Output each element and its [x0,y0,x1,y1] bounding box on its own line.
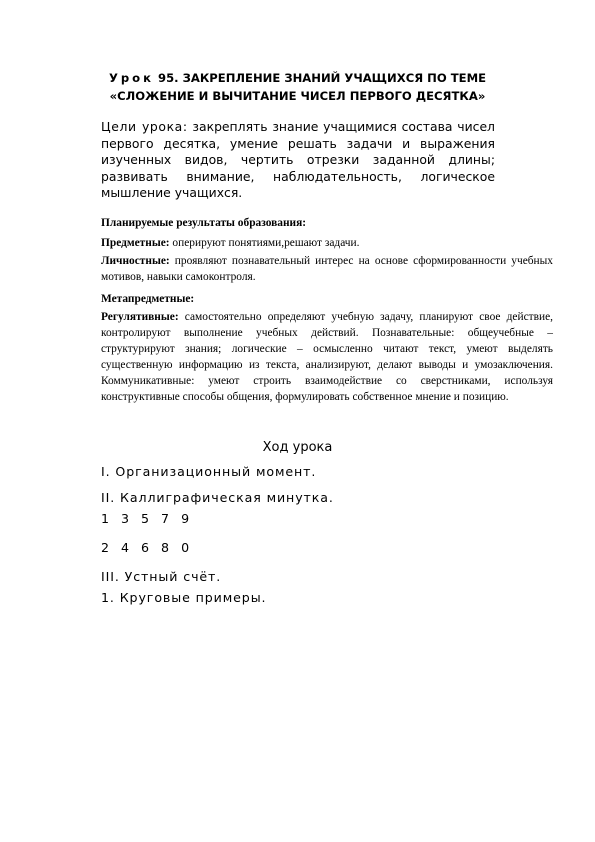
regulatory-text: самостоятельно определяют учебную задачу, планируют свое действие, контролируют выполнение учебных действий. Познавательные: общеучебные – структурируют знания; логические – осмысленно читают текст, умеют выделять существенную информацию из текста, анализируют, делают выводы и умозаключения. Коммуникативные: умеют строить взаимодействие со сверстниками, используя конструктивные способы общения, формулировать собственное мнение и позицию. [101,311,553,403]
lesson-goals [101,119,495,202]
lesson-course-heading: Ход урока [262,440,333,455]
calligraphy-numbers-even: 2 4 6 8 0 [101,540,190,555]
course-item-circular-examples: 1. Круговые примеры. [101,590,267,605]
subject-label: Предметные: [101,237,170,249]
goals-text: закреплять знание учащимися состава чисел первого десятка, умение решать задачи и выражения изученных видов, чертить отрезки заданной длины; развивать внимание, наблюдательность, логическое мышление учащихся. [101,119,495,200]
lesson-title-line-1 [60,70,535,86]
meta-results-heading: Метапредметные: [101,293,195,305]
goals-label: Цели урока: [101,119,188,134]
subject-text: оперируют понятиями,решают задачи. [169,237,360,249]
course-item-oral-count: III. Устный счёт. [101,569,222,584]
personal-text: проявляют познавательный интерес на основе сформированности учебных мотивов, навыки самоконтроля. [101,255,553,283]
lesson-word: Урок [108,71,155,85]
regulatory-label: Регулятивные: [101,311,179,323]
planned-results-heading: Планируемые результаты образования: [101,217,307,229]
personal-results [101,253,553,285]
personal-label: Личностные: [101,255,170,267]
course-item-organizational: I. Организационный момент. [101,464,317,479]
course-item-calligraphy: II. Каллиграфическая минутка. [101,490,334,505]
regulatory-results [101,309,553,405]
subject-results [101,235,553,251]
lesson-title-line-2: «СЛОЖЕНИЕ И ВЫЧИТАНИЕ ЧИСЕЛ ПЕРВОГО ДЕСЯТКА» [109,89,486,103]
lesson-title-rest: 95. ЗАКРЕПЛЕНИЕ ЗНАНИЙ УЧАЩИХСЯ ПО ТЕМЕ [154,71,487,85]
calligraphy-numbers-odd: 1 3 5 7 9 [101,511,190,526]
